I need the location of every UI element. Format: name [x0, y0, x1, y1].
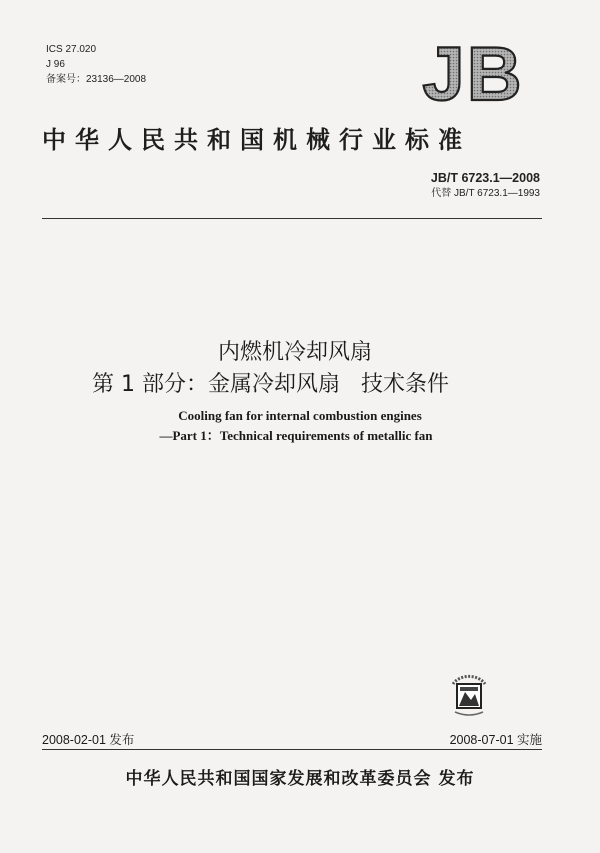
replaces-standard: 代替 JB/T 6723.1—1993 [431, 188, 540, 199]
title-en-line1: Cooling fan for internal combustion engines [178, 408, 422, 423]
organization-title: 中华人民共和国机械行业标准 [42, 126, 471, 154]
ccs-code: J 96 [46, 59, 65, 70]
implementation-date: 2008-07-01 实施 [449, 733, 542, 747]
ics-code: ICS 27.020 [46, 44, 97, 55]
record-number: 备案号：23136—2008 [46, 74, 147, 85]
standard-number-block [431, 170, 540, 201]
publisher: 中华人民共和国国家发展和改革委员会 发布 [125, 769, 475, 789]
jb-logo-text: JB [422, 38, 524, 108]
title-cn-main-text: 内燃机冷却风扇 [217, 340, 372, 365]
title-cn-part: 第 1 部分：金属冷却风扇 技术条件 [92, 372, 449, 397]
classification-block [46, 42, 146, 87]
title-en [0, 406, 600, 446]
standard-number: JB/T 6723.1—2008 [430, 171, 540, 185]
title-cn-main [0, 335, 600, 366]
header-divider [42, 218, 542, 219]
footer-divider [42, 749, 542, 750]
title-en-line2: —Part 1：Technical requirements of metallic fan [159, 428, 433, 443]
jb-logo [398, 38, 548, 108]
publisher-seal-icon [443, 668, 495, 720]
issue-date: 2008-02-01 发布 [42, 733, 135, 747]
